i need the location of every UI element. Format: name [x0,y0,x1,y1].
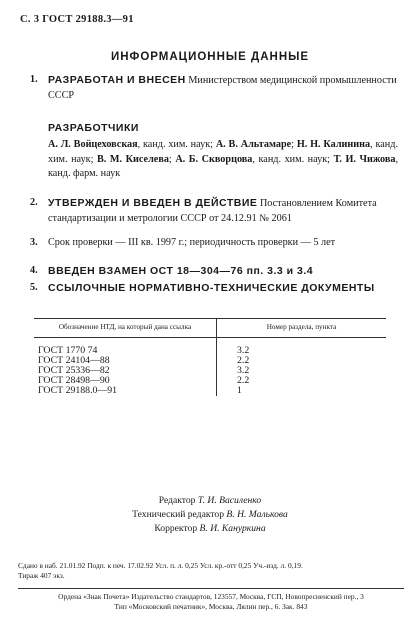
table-row [34,338,386,357]
info-item-1 [30,73,398,103]
item-number: 2. [30,197,38,208]
info-item-5 [30,281,398,297]
table-header-row [34,319,386,338]
publisher-line: Ордена «Знак Почета» Издательство стандартов, 123557, Москва, ГСП, Новопресненский пер., 3 [58,592,364,601]
column-header-document: Обозначение НТД, на который дана ссылка [34,319,217,338]
author-name: Н. Н. Калинина [296,139,371,150]
item-text [30,281,398,297]
page-header: С. 3 ГОСТ 29188.3—91 [20,14,134,25]
table-cell-document: ГОСТ 29188.0—91 [34,386,217,396]
item-text [30,196,398,226]
author-degree: , канд. хим. наук; [48,139,398,165]
item-lead: РАЗРАБОТАН И ВНЕСЕН [48,74,186,86]
table-row [34,386,386,396]
info-item-3 [30,236,398,251]
print-details [18,561,402,580]
author-degree: , канд. фарм. наук [48,153,398,179]
author-name: Т. И. Чижова [333,153,396,165]
column-header-section: Номер раздела, пункта [217,319,387,338]
item-text [30,73,398,103]
imprint-divider [18,588,404,589]
table-cell-section: 3.2 [237,345,250,356]
corrector-line: Корректор В. И. Кануркина [154,523,266,534]
table-cell-document: ГОСТ 1770 74 [34,338,217,357]
table-cell-section: 2.2 [237,375,250,386]
item-lead: УТВЕРЖДЕН И ВВЕДЕН В ДЕЙСТВИЕ [48,197,258,209]
publisher-imprint [18,592,404,611]
table-cell-document: ГОСТ 25336—82 [34,366,217,376]
author-degree: , канд. хим. наук; [252,153,334,165]
author-name: А. Л. Войцеховская [48,139,138,150]
editors-block [0,494,420,536]
item-rest: Срок проверки — III кв. 1997 г.; периодичность проверки — 5 лет [48,237,336,248]
developers-heading: РАЗРАБОТЧИКИ [48,122,139,134]
item-text [30,236,398,251]
tech-editor-line: Технический редактор В. Н. Малькова [132,509,288,520]
author-name: А. В. Альтамаре [215,139,292,150]
info-item-2 [30,196,398,226]
references-table [34,318,386,396]
author-degree: ; [291,139,297,150]
info-item-4 [30,264,398,280]
item-text [30,264,398,280]
item-number: 3. [30,237,38,248]
print-details-line: Сдано в наб. 21.01.92 Подп. к печ. 17.02.92 Усл. п. л. 0,25 Усл. кр.-отт 0,25 Уч.-изд. л. 0,19. [18,561,303,570]
item-lead: ССЫЛОЧНЫЕ НОРМАТИВНО-ТЕХНИЧЕСКИЕ ДОКУМЕНТЫ [48,282,375,294]
developers-list [48,138,398,182]
table-cell-section: 1 [237,385,242,396]
table-cell-document: ГОСТ 24104—88 [34,356,217,366]
author-name: А. Б. Скворцова [175,153,253,165]
item-number: 1. [30,74,38,85]
author-degree: ; [168,153,176,165]
document-title: ИНФОРМАЦИОННЫЕ ДАННЫЕ [110,51,310,63]
author-degree: , канд. хим. наук; [137,139,216,150]
editor-line: Редактор Т. И. Василенко [158,495,262,506]
item-rest: Министерством медицинской промышленности СССР [48,75,397,101]
item-lead: ВВЕДЕН ВЗАМЕН ОСТ 18—304—76 пп. 3.3 и 3.4 [48,265,314,277]
author-name: В. М. Киселева [97,153,169,165]
item-number: 5. [30,282,38,293]
item-number: 4. [30,265,38,276]
table-cell-section: 2.2 [237,355,250,366]
printer-line: Тип «Московский печатник», Москва, Лялин пер., 6. Зак. 843 [114,601,308,611]
table-cell-section: 3.2 [237,365,250,376]
item-rest: Постановлением Комитета стандартизации и метрологии СССР от 24.12.91 № 2061 [48,198,377,224]
print-run-line: Тираж 407 экз. [18,570,65,580]
table-cell-document: ГОСТ 28498—90 [34,376,217,386]
